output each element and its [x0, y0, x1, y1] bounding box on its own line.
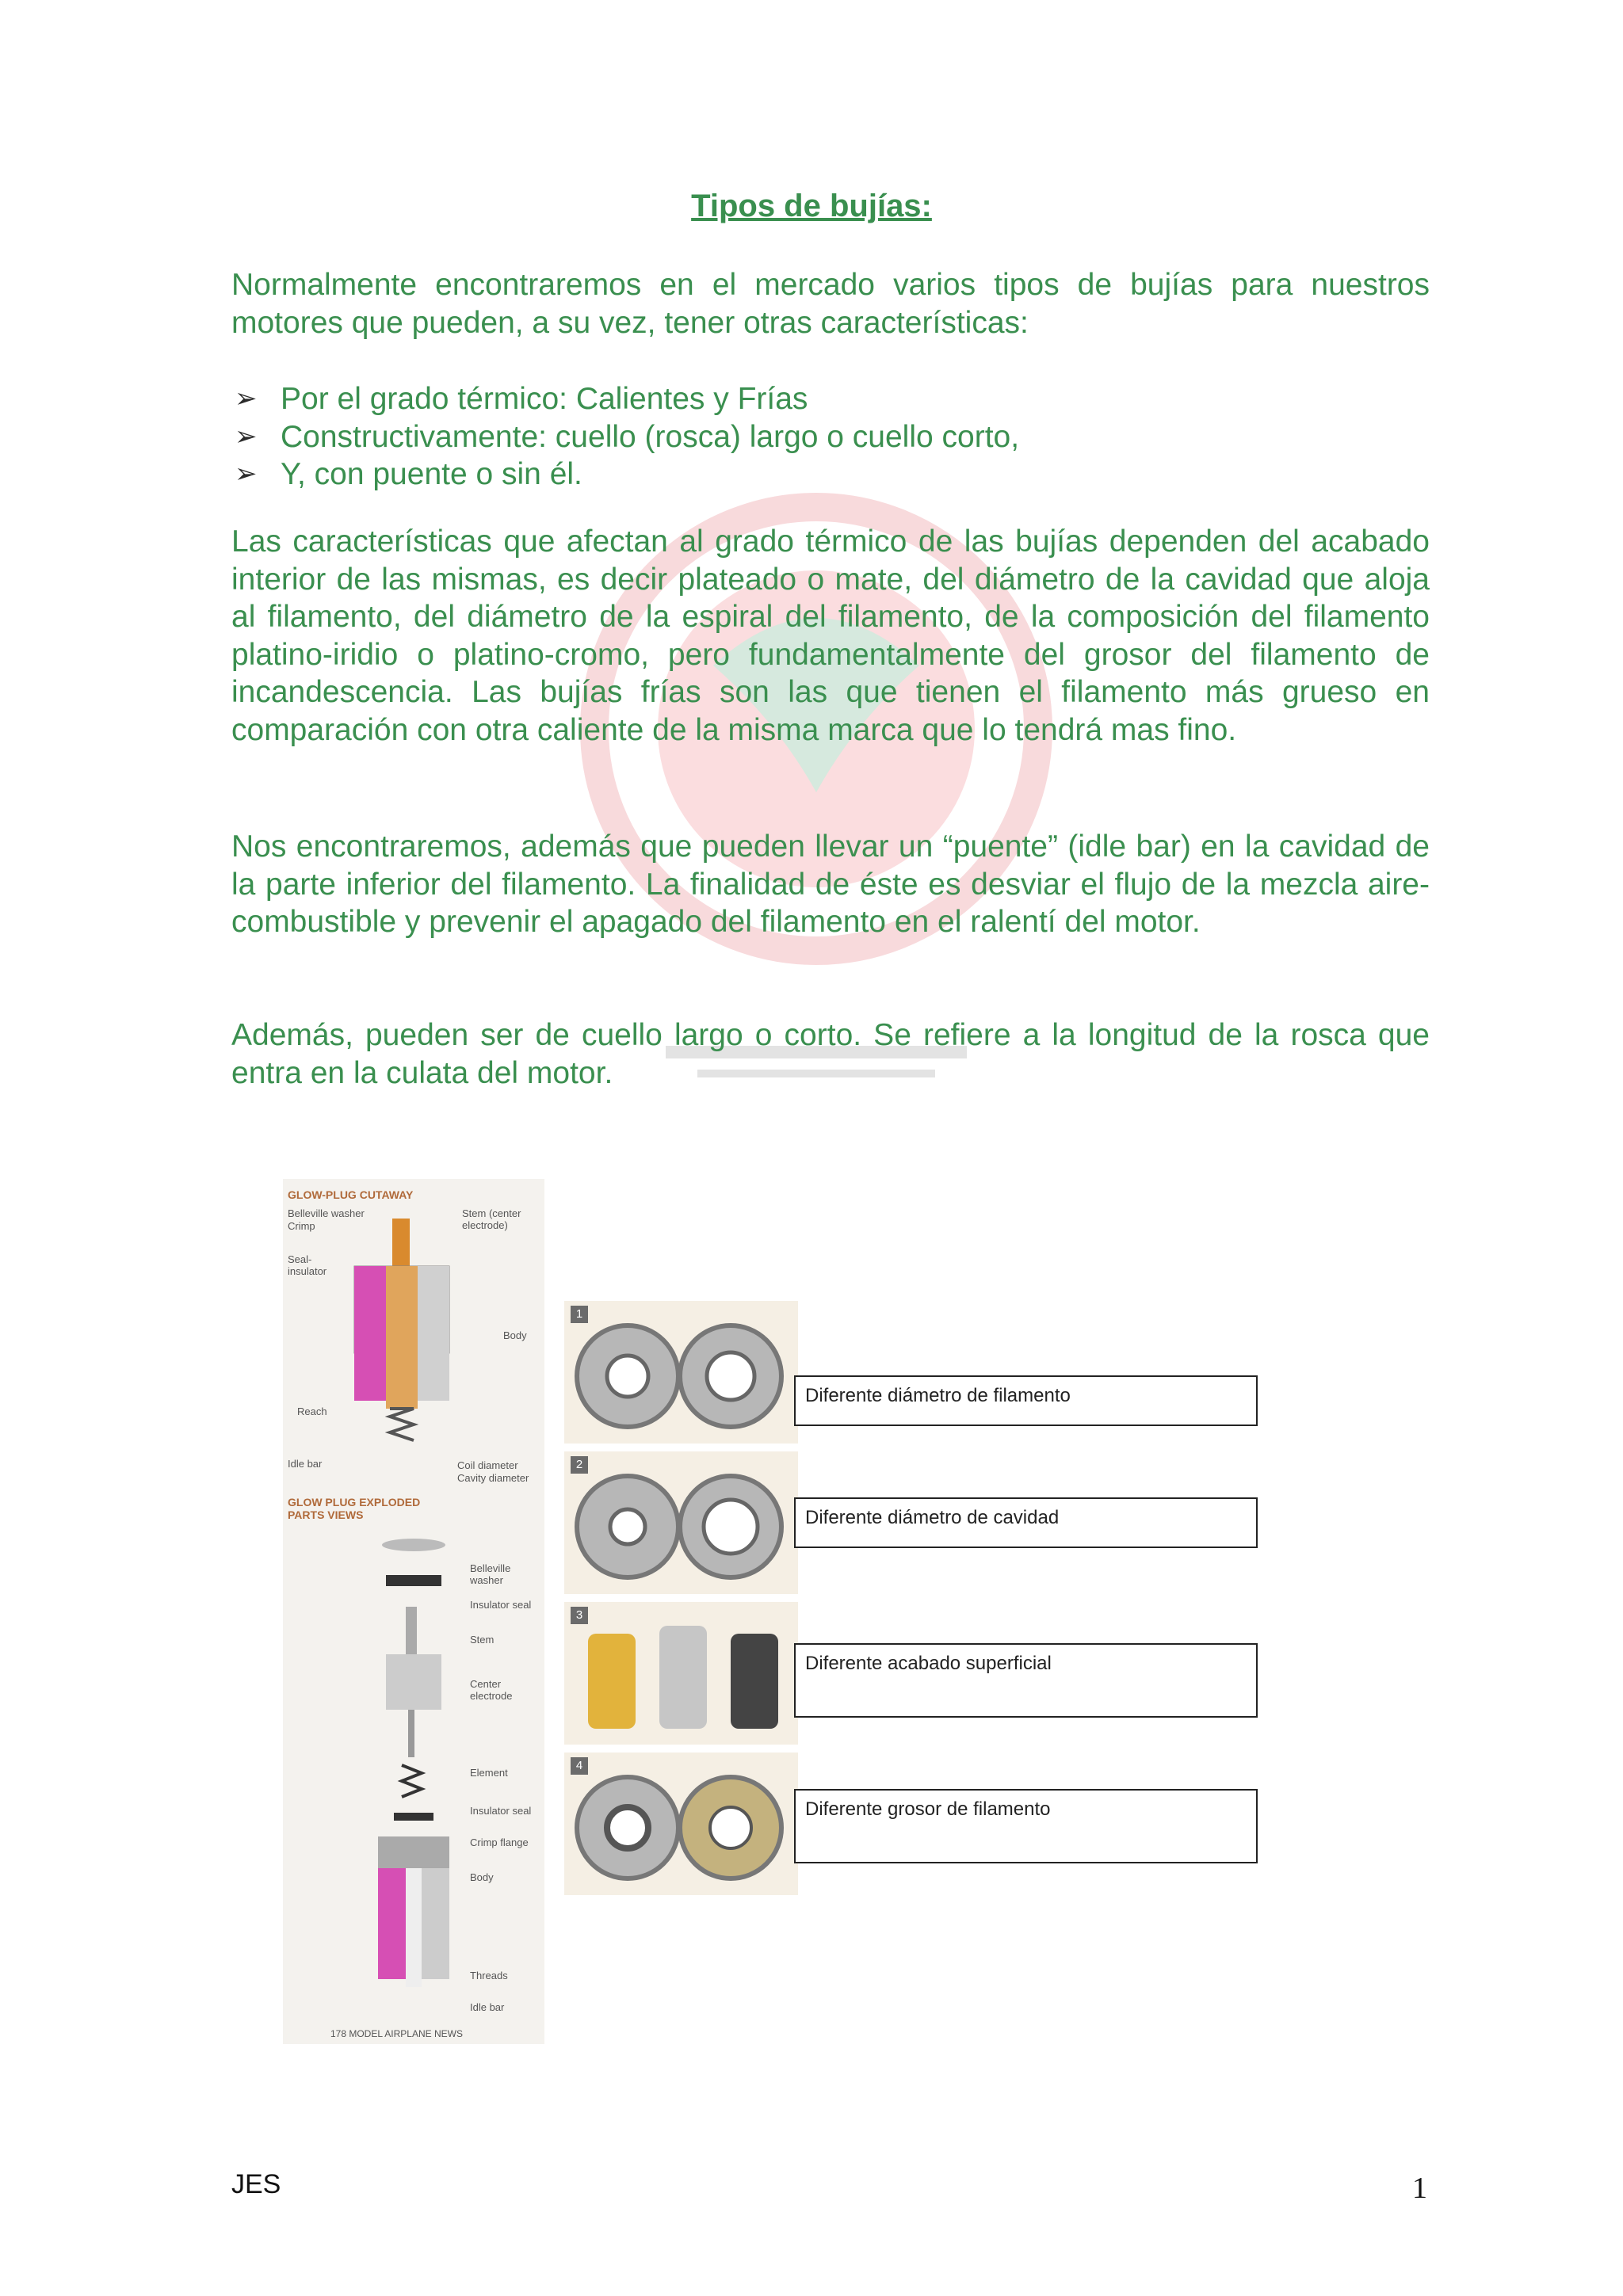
- page-title: Tipos de bujías:: [691, 189, 932, 223]
- figure-label: Coil diameter: [457, 1459, 518, 1471]
- intro-paragraph: Normalmente encontraremos en el mercado varios tipos de bujías para nuestros motores que pueden, a su vez, tener otras características:: [231, 268, 1430, 340]
- figure-label: Cavity diameter: [457, 1472, 529, 1484]
- glow-plug-exploded-parts: [370, 1535, 457, 2011]
- feature-list: [231, 380, 1019, 494]
- figure-label: Crimp flange: [470, 1836, 529, 1848]
- glow-plug-photo: [564, 1451, 798, 1594]
- arrow-bullet-icon: ➢: [235, 383, 258, 414]
- glow-plug-cutaway-figure: [283, 1179, 544, 2044]
- page-number: 1: [1412, 2172, 1427, 2205]
- source-caption: 178 MODEL AIRPLANE NEWS: [330, 2028, 463, 2039]
- photo-number: 2: [571, 1456, 588, 1474]
- figure-label: Center electrode: [470, 1678, 513, 1702]
- figure-label: Seal-insulator: [288, 1253, 327, 1277]
- photo-cavity-diameter: [564, 1451, 798, 1594]
- figure-label: Insulator seal: [470, 1805, 532, 1817]
- glow-plug-cross-section: [330, 1219, 473, 1480]
- list-item: ➢ Y, con puente o sin él.: [231, 456, 1019, 494]
- figure-label: Crimp: [288, 1220, 315, 1232]
- glow-plug-photos: [564, 1301, 798, 1911]
- glow-plug-photo: [564, 1753, 798, 1895]
- photo-number: 1: [571, 1306, 588, 1323]
- neck-paragraph: Además, pueden ser de cuello largo o corto. Se refiere a la longitud de la rosca que entra en la culata del motor.: [231, 1018, 1430, 1090]
- arrow-bullet-icon: ➢: [235, 421, 258, 452]
- label-box: Diferente diámetro de filamento: [794, 1375, 1258, 1426]
- thermal-paragraph: Las características que afectan al grado térmico de las bujías dependen del acabado interior de las mismas, es decir plateado o mate, del diámetro de la cavidad que aloja al filamento, del diámetro de la espiral del filamento, de la composición del filamento platino-iridio o platino-cromo, pero fundamentalmente del grosor del filamento de incandescencia. Las bujías frías son las que tienen el filamento más grueso en comparación con otra caliente de la misma marca que lo tendrá mas fino.: [231, 524, 1430, 747]
- label-box: Diferente diámetro de cavidad: [794, 1497, 1258, 1548]
- photo-number: 4: [571, 1757, 588, 1775]
- figure-label: Element: [470, 1767, 508, 1779]
- glow-plug-photo: [564, 1602, 798, 1745]
- bridge-paragraph: Nos encontraremos, además que pueden llevar un “puente” (idle bar) en la cavidad de la parte inferior del filamento. La finalidad de éste es desviar el flujo de la mezcla aire-combustible y prevenir el apagado del filamento en el ralentí del motor.: [231, 830, 1430, 939]
- cutaway-heading: GLOW-PLUG CUTAWAY: [288, 1188, 414, 1201]
- figure-label: Belleville washer: [470, 1562, 511, 1586]
- figure-label: Threads: [470, 1970, 508, 1981]
- list-item: ➢ Constructivamente: cuello (rosca) largo o cuello corto,: [231, 418, 1019, 456]
- label-box: Diferente acabado superficial: [794, 1643, 1258, 1718]
- list-item: ➢ Por el grado térmico: Calientes y Frías: [231, 380, 1019, 418]
- figure-label: Stem (center electrode): [462, 1207, 521, 1231]
- figure-label: Reach: [297, 1405, 327, 1417]
- photo-surface-finish: [564, 1602, 798, 1745]
- figure-label: Stem: [470, 1634, 495, 1646]
- arrow-bullet-icon: ➢: [235, 459, 258, 489]
- figure-label: Idle bar: [288, 1458, 323, 1470]
- glow-plug-photo: [564, 1301, 798, 1444]
- figure-label: Insulator seal: [470, 1599, 532, 1611]
- exploded-heading: GLOW PLUG EXPLODED PARTS VIEWS: [288, 1496, 421, 1521]
- photo-filament-diameter: [564, 1301, 798, 1444]
- figure-label: Body: [503, 1329, 527, 1341]
- label-box: Diferente grosor de filamento: [794, 1789, 1258, 1863]
- figure-label: Idle bar: [470, 2001, 505, 2013]
- photo-number: 3: [571, 1607, 588, 1624]
- figure-label: Body: [470, 1871, 494, 1883]
- photo-filament-thickness: [564, 1753, 798, 1895]
- figure-label: Belleville washer: [288, 1207, 365, 1219]
- footer-author: JES: [231, 2169, 281, 2199]
